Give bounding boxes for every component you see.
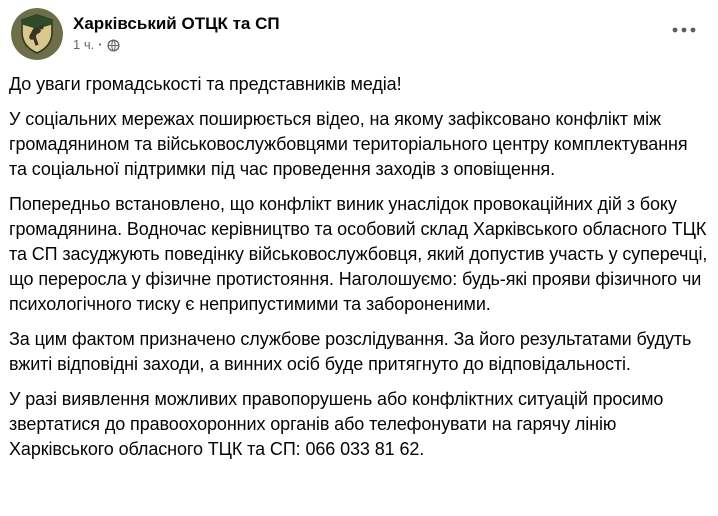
post-paragraph: Попередньо встановлено, що конфлікт виник унаслідок провокаційних дій з боку громадянина. Водночас керівництво та особовий склад Харківського обласного ТЦК та СП засуджують поведінку військовослужбовця, який допустив участь у суперечці, що переросла у фізичне протистояння. Наголошуємо: будь-які прояви фізичного чи психологічного тиску є неприпустимими та забороненими.	[9, 194, 708, 314]
post-body	[0, 66, 718, 462]
post-options-button[interactable]	[668, 18, 700, 42]
globe-icon	[107, 39, 120, 52]
post-paragraph: До уваги громадськості та представників медіа!	[9, 74, 402, 94]
page-avatar[interactable]	[11, 8, 63, 60]
post-paragraph: У разі виявлення можливих правопорушень або конфліктних ситуацій просимо звертатися до правоохоронних органів або телефонувати на гарячу лінію Харківського обласного ТЦК та СП: 066 033 81 62.	[9, 389, 664, 459]
ellipsis-icon	[671, 26, 697, 34]
header-text	[73, 8, 702, 53]
meta-separator: ·	[98, 37, 103, 52]
shield-emblem-icon	[11, 8, 63, 60]
timestamp[interactable]: 1 ч.	[73, 37, 95, 52]
post-header	[0, 0, 718, 66]
post-paragraph: У соціальних мережах поширюється відео, на якому зафіксовано конфлікт між громадянином та військовослужбовцями територіального центру комплектування та соціальної підтримки під час проведення заходів з оповіщення.	[9, 109, 688, 179]
post-paragraph: За цим фактом призначено службове розслідування. За його результатами будуть вжиті відповідні заходи, а винних осіб буде притягнуто до відповідальності.	[9, 329, 692, 374]
page-name-link[interactable]: Харківський ОТЦК та СП	[73, 14, 280, 33]
post-meta	[73, 37, 702, 53]
